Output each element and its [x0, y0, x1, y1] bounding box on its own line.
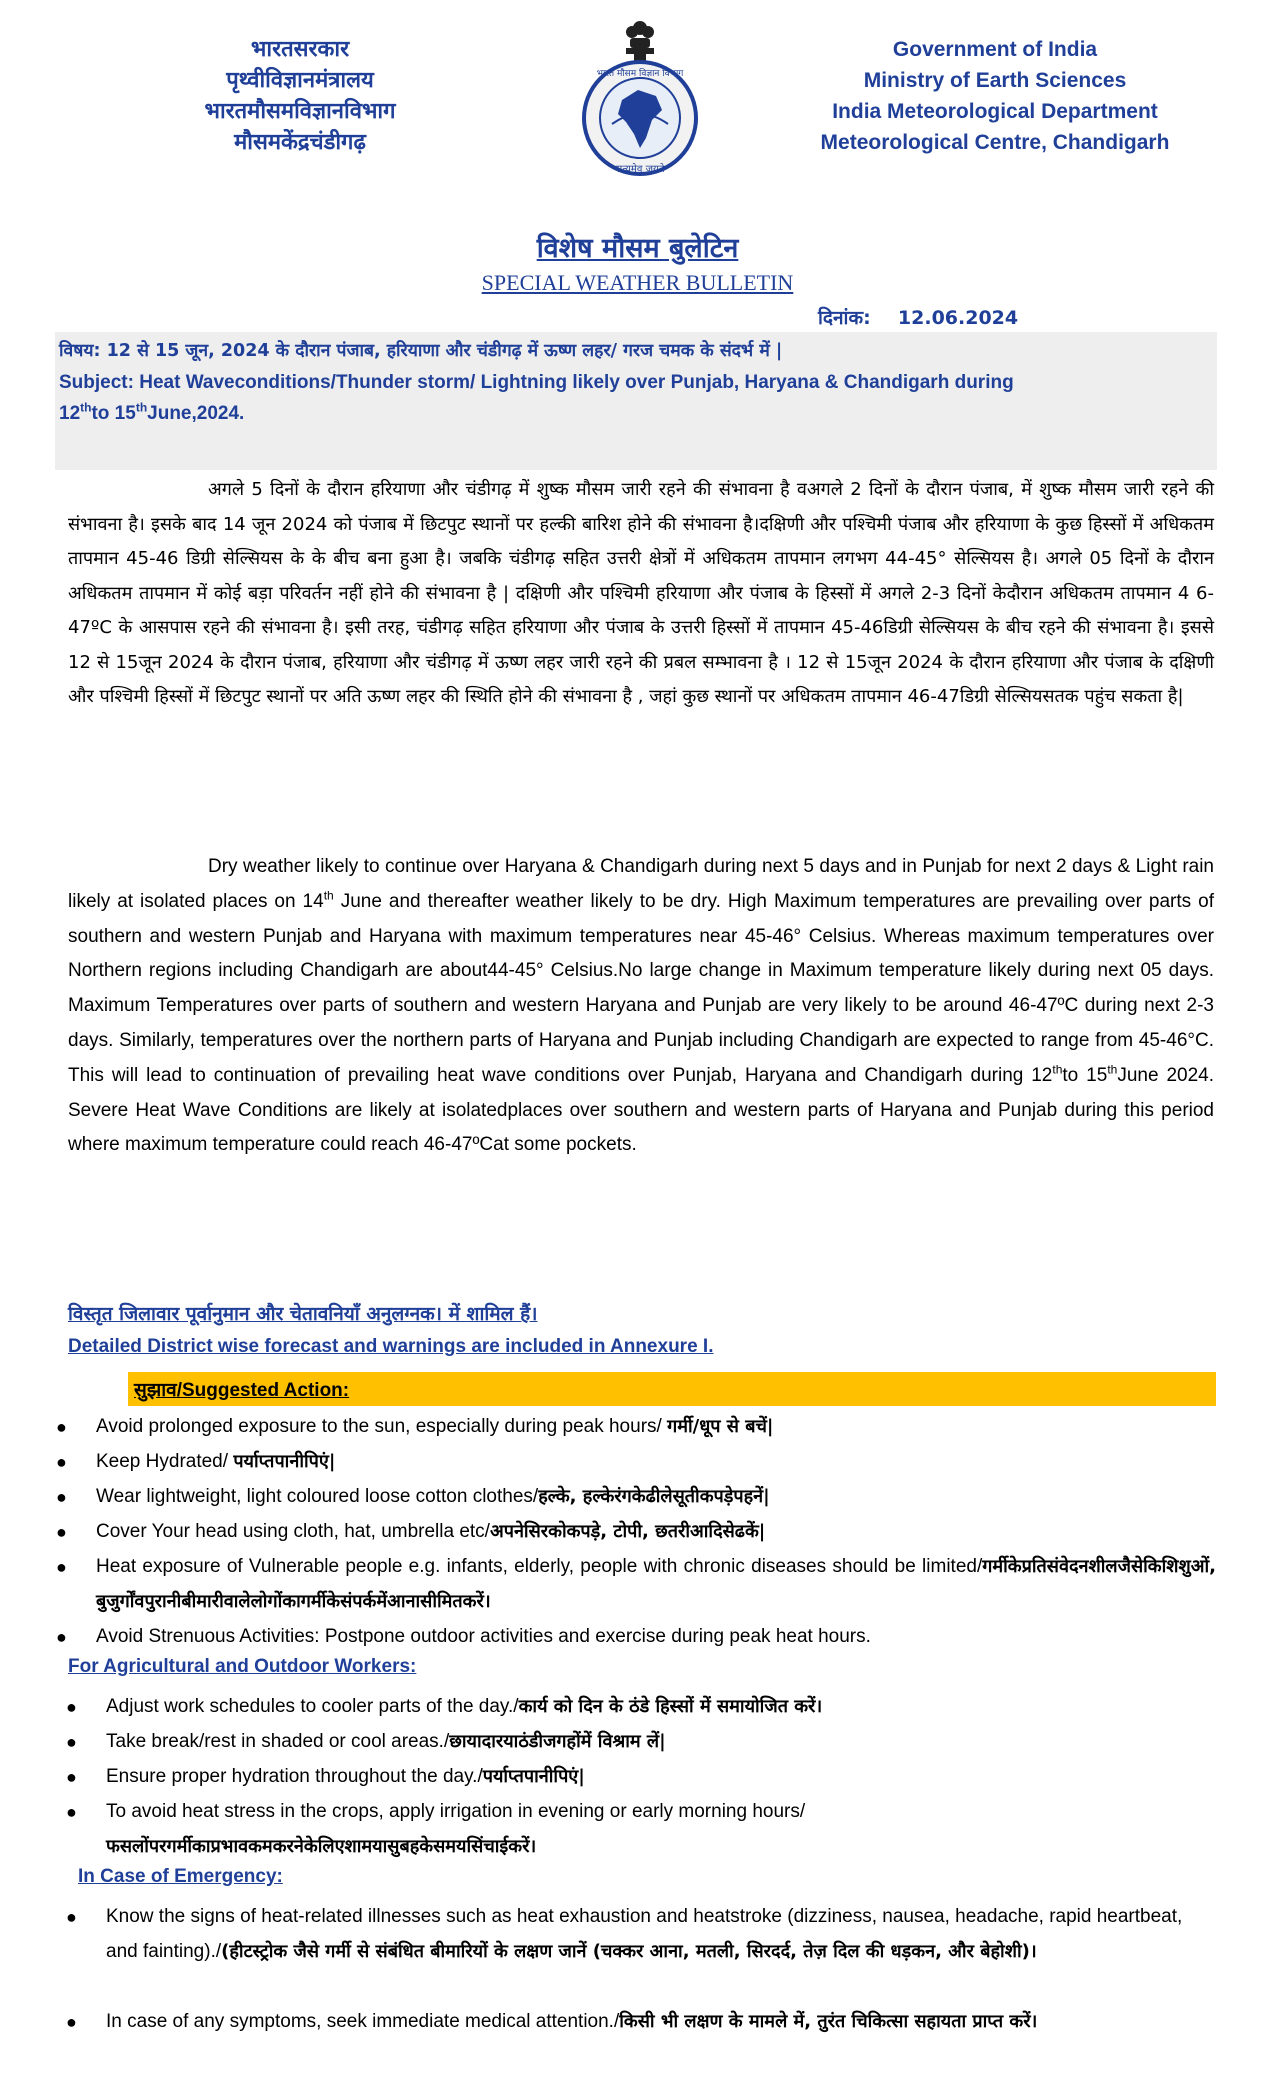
bullet-icon: ●: [66, 2012, 77, 2032]
imd-emblem-logo: [560, 14, 720, 182]
bullet-icon: ●: [66, 1767, 77, 1787]
bullet-icon: ●: [66, 1732, 77, 1752]
bullet-icon: ●: [66, 1697, 77, 1717]
list-item: ● Know the signs of heat-related illnesses such as heat exhaustion and heatstroke (dizziness, nausea, headache, rapid heartbeat, and fainting)./(हीटस्ट्रोक जैसे गर्मी से संबंधित बीमारियों के लक्षण जानें (चक्कर आना, मतली, सिरदर्द, तेज़ दिल की धड़कन, और बेहोशी)।: [106, 1900, 1216, 1969]
bullet-icon: ●: [66, 1907, 77, 1927]
list-item: ● Ensure proper hydration throughout the day./पर्याप्तपानीपिएं|: [106, 1760, 1216, 1795]
list-item: ● Heat exposure of Vulnerable people e.g. infants, elderly, people with chronic diseases should be limited/गर्मीकेप्रतिसंवेदनशीलजैसेकिशिशुओं, बुजुर्गोंवपुरानीबीमारीवालेलोगोंकागर्मीकेसंपर्कमेंआनासीमितकरें।: [96, 1550, 1216, 1619]
list-item: ● Take break/rest in shaded or cool areas./छायादारयाठंडीजगहोंमें विश्राम लें|: [106, 1725, 1216, 1760]
header-english-line: India Meteorological Department: [832, 100, 1158, 123]
header-hindi-line: मौसमकेंद्रचंडीगढ़: [234, 130, 366, 155]
bullet-icon: ●: [66, 1802, 77, 1822]
bullet-icon: ●: [56, 1522, 67, 1542]
list-item: ● Adjust work schedules to cooler parts of the day./कार्य को दिन के ठंडे हिस्सों में समायोजित करें।: [106, 1690, 1216, 1725]
bullet-icon: ●: [56, 1557, 67, 1577]
header-hindi-line: पृथ्वीविज्ञानमंत्रालय: [226, 68, 374, 93]
bullet-icon: ●: [56, 1452, 67, 1472]
logo-motto: सत्यमेव जयते: [615, 164, 665, 175]
bulletin-title-hindi: विशेष मौसम बुलेटिन: [536, 233, 739, 264]
subject-english-dates: 12thto 15thJune,2024.: [59, 400, 245, 424]
bullet-icon: ●: [56, 1417, 67, 1437]
bullet-icon: ●: [56, 1487, 67, 1507]
annexure-note-english: Detailed District wise forecast and warnings are included in Annexure I.: [68, 1336, 714, 1357]
logo-top-text: भारत मौसम विज्ञान विभाग: [596, 69, 684, 79]
hindi-forecast-paragraph: अगले 5 दिनों के दौरान हरियाणा और चंडीगढ़ में शुष्क मौसम जारी रहने की संभावना है वअगले 2 दिनों के दौरान पंजाब, में शुष्क मौसम जारी रहने की संभावना है। इसके बाद 14 जून 2024 को पंजाब में छिटपुट स्थानों पर हल्की बारिश होने की संभावना है।दक्षिणी और पश्चिमी पंजाब और हरियाणा के कुछ हिस्सों में अधिकतम तापमान 45-46 डिग्री सेल्सियस के के बीच बना हुआ है। जबकि चंडीगढ़ सहित उत्तरी क्षेत्रों में अधिकतम तापमान लगभग 44-45° सेल्सियस है। अगले 05 दिनों के दौरान अधिकतम तापमान में कोई बड़ा परिवर्तन नहीं होने की संभावना है | दक्षिणी और पश्चिमी हरियाणा और पंजाब के हिस्सों में अगले 2-3 दिनों केदौरान अधिकतम तापमान 4 6-47ºC के आसपास रहने की संभावना है। इसी तरह, चंडीगढ़ सहित हरियाणा और पंजाब के उत्तरी हिस्सों में तापमान 45-46डिग्री सेल्सियस के बीच रहने की संभावना है। इससे 12 से 15जून 2024 के दौरान पंजाब, हरियाणा और चंडीगढ़ में ऊष्ण लहर जारी रहने की प्रबल सम्भावना है । 12 से 15जून 2024 के दौरान हरियाणा और पंजाब के दक्षिणी और पश्चिमी हिस्सों में छिटपुट स्थानों पर अति ऊष्ण लहर की स्थिति होने की संभावना है , जहां कुछ स्थानों पर अधिकतम तापमान 46-47डिग्री सेल्सियसतक पहुंच सकता है|: [68, 479, 1214, 707]
suggested-action-heading: सुझाव/Suggested Action:: [134, 1380, 350, 1401]
agri-workers-heading: For Agricultural and Outdoor Workers:: [68, 1656, 417, 1677]
bullet-icon: ●: [56, 1627, 67, 1647]
header-hindi-block: [170, 34, 430, 158]
bulletin-title-english: SPECIAL WEATHER BULLETIN: [481, 270, 794, 295]
list-item: ● In case of any symptoms, seek immediate medical attention./किसी भी लक्षण के मामले में, तुरंत चिकित्सा सहायता प्राप्त करें।: [106, 2005, 1216, 2040]
header-english-line: Ministry of Earth Sciences: [863, 69, 1127, 92]
header-english-line: Government of India: [892, 38, 1098, 61]
english-forecast-paragraph: Dry weather likely to continue over Haryana & Chandigarh during next 5 days and in Punjab for next 2 days & Light rain likely at isolated places on 14th June and thereafter weather likely to be dry. High Maximum temperatures are prevailing over parts of southern and western Punjab and Haryana with maximum temperatures near 45-46° Celsius. Whereas maximum temperatures over Northern regions including Chandigarh are about44-45° Celsius.No large change in Maximum temperature likely during next 05 days. Maximum Temperatures over parts of southern and western Haryana and Punjab are very likely to be around 46-47ºC during next 2-3 days. Similarly, temperatures over the northern parts of Haryana and Punjab including Chandigarh are expected to range from 45-46°C. This will lead to continuation of prevailing heat wave conditions over Punjab, Haryana and Chandigarh during 12thto 15thJune 2024. Severe Heat Wave Conditions are likely at isolatedplaces over southern and western parts of Haryana and Punjab during this period where maximum temperature could reach 46-47ºCat some pockets.: [68, 856, 1214, 1156]
header-english-block: [780, 34, 1210, 158]
list-item: ● Keep Hydrated/ पर्याप्तपानीपिएं|: [96, 1445, 1216, 1480]
header-english-line: Meteorological Centre, Chandigarh: [820, 131, 1170, 154]
date-value: 12.06.2024: [897, 307, 1019, 329]
list-item: ● To avoid heat stress in the crops, apply irrigation in evening or early morning hours/फसलोंपरगर्मीकाप्रभावकमकरनेकेलिएशामयासुबहकेसमयसिंचाईकरें।: [106, 1795, 926, 1864]
subject-hindi: विषय: 12 से 15 जून, 2024 के दौरान पंजाब, हरियाणा और चंडीगढ़ में ऊष्ण लहर/ गरज चमक के संदर्भ में |: [59, 341, 783, 361]
date-label: दिनांक:: [818, 307, 871, 329]
list-item: ● Cover Your head using cloth, hat, umbrella etc/अपनेसिरकोकपड़े, टोपी, छतरीआदिसेढकें|: [96, 1515, 1216, 1550]
annexure-note-hindi: विस्तृत जिलावार पूर्वानुमान और चेतावनियाँ अनुलग्नक। में शामिल हैं।: [68, 1303, 538, 1325]
list-item: ● Avoid prolonged exposure to the sun, especially during peak hours/ गर्मी/धूप से बचें|: [96, 1410, 1216, 1445]
list-item: ● Avoid Strenuous Activities: Postpone outdoor activities and exercise during peak heat hours.: [96, 1620, 1216, 1655]
subject-box: [55, 332, 1217, 470]
list-item: ● Wear lightweight, light coloured loose cotton clothes/हल्के, हल्केरंगकेढीलेसूतीकपड़ेपहनें|: [96, 1480, 1216, 1515]
emergency-heading: In Case of Emergency:: [78, 1866, 283, 1887]
date-line: [818, 304, 1018, 330]
header-hindi-line: भारतमौसमविज्ञानविभाग: [204, 99, 396, 124]
header-hindi-line: भारतसरकार: [250, 37, 350, 62]
subject-english: Subject: Heat Waveconditions/Thunder storm/ Lightning likely over Punjab, Haryana & Chandigarh during: [59, 372, 1014, 393]
